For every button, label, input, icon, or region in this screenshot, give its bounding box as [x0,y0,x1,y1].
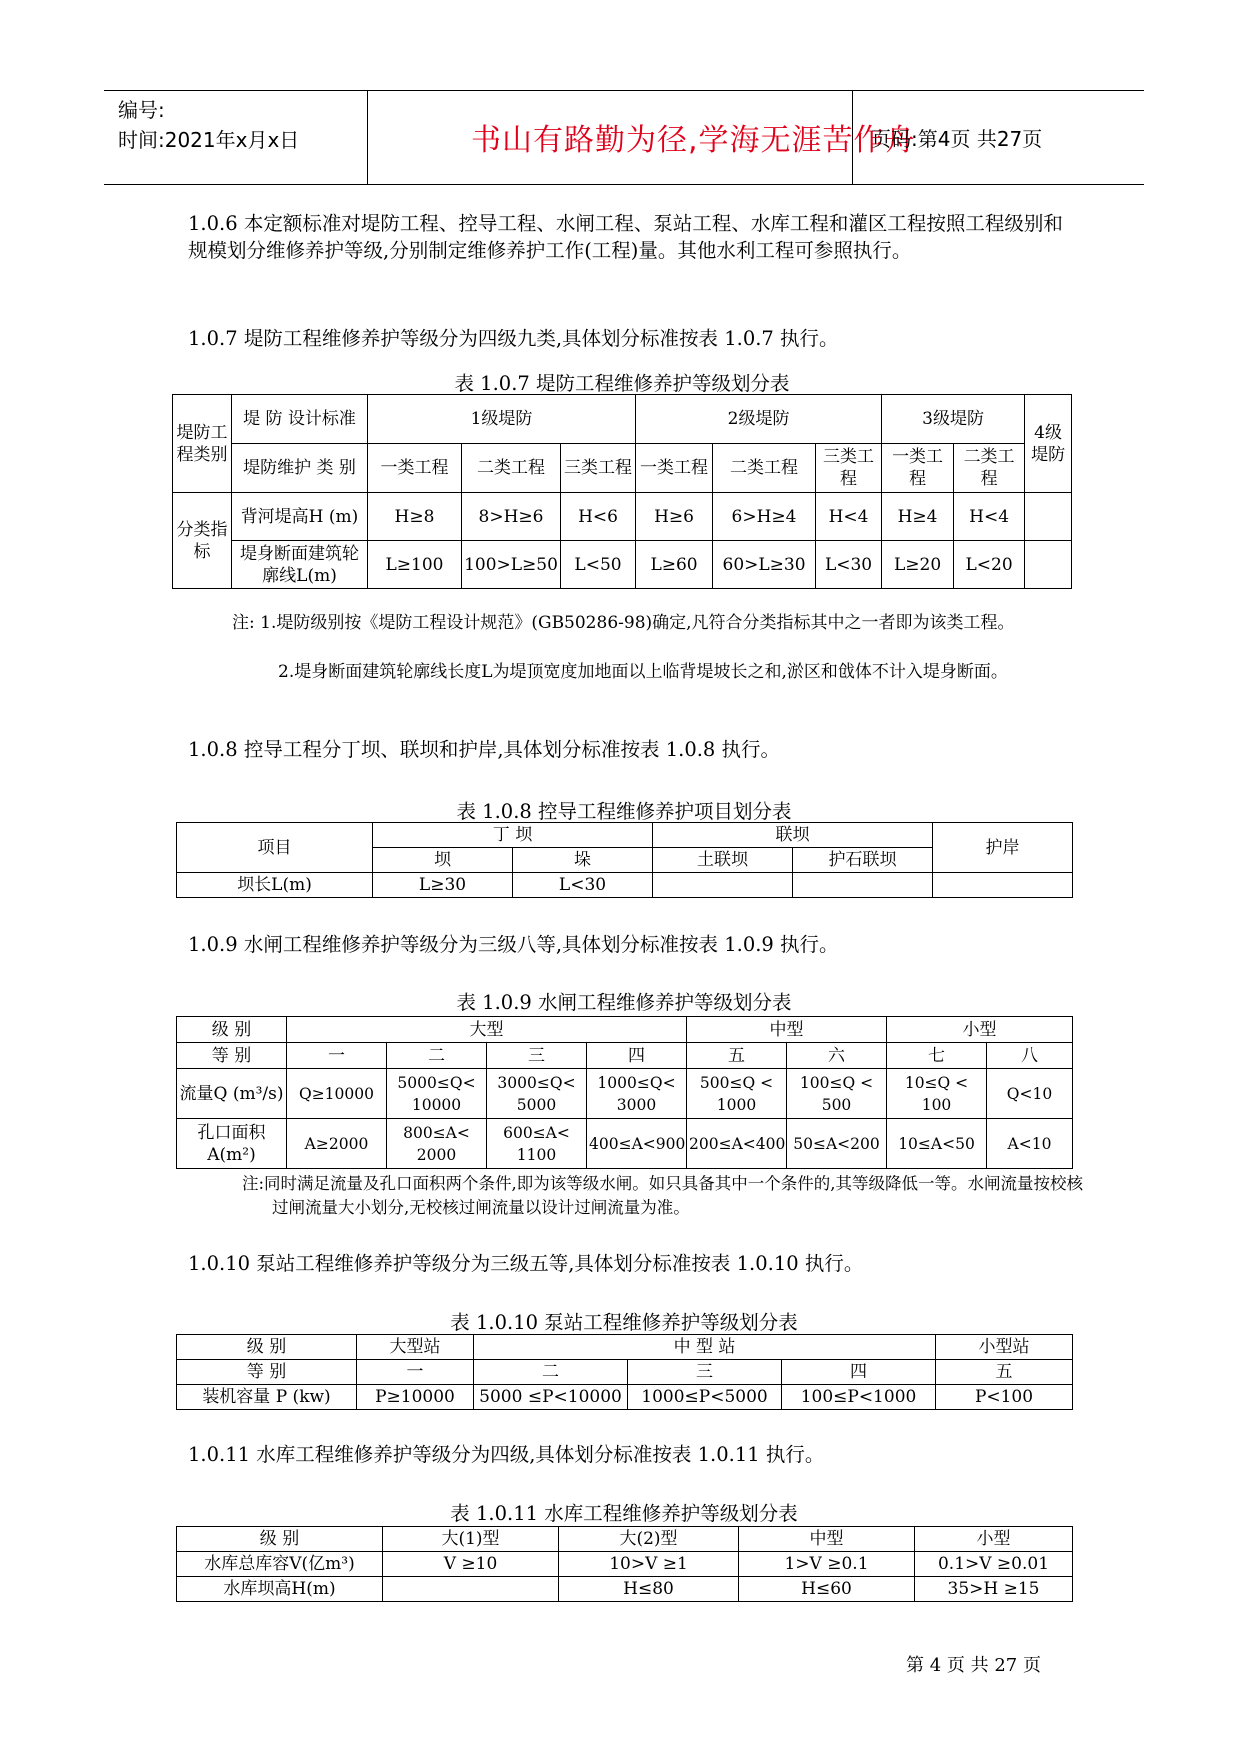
table-cell: L<50 [561,541,636,589]
cell-class: 一类工程 [368,444,462,493]
cell-big: 大型 [287,1017,687,1043]
table-cell: A≥2000 [287,1119,387,1169]
table-cell: 5000 ≤P<10000 [474,1385,628,1410]
cell-big: 大型站 [357,1335,474,1360]
table-cell: 0.1>V ≥0.01 [915,1552,1073,1577]
paragraph-1-0-10: 1.0.10 泵站工程维修养护等级分为三级五等,具体划分标准按表 1.0.10 执行。 [188,1252,864,1275]
header-divider [367,91,368,184]
page-footer: 第 4 页 共 27 页 [906,1655,1041,1676]
doc-time-label: 时间:2021年x月x日 [118,128,300,152]
row-label-length: 坝长L(m) [177,873,373,898]
row-label-volume: 水库总库容V(亿m³) [177,1552,383,1577]
table-cell: H<4 [816,493,882,541]
cell-duo: 垛 [513,848,653,873]
table-1-0-10 [176,1334,1073,1410]
cell-col: 中型 [739,1527,915,1552]
cell-dengbie: 等 别 [177,1360,357,1385]
table-1-0-7-caption: 表 1.0.7 堤防工程维修养护等级划分表 [454,372,790,395]
cell-ba: 坝 [373,848,513,873]
cell-grade: 七 [887,1043,987,1069]
cell-grade: 三 [628,1360,782,1385]
table-cell: L≥30 [373,873,513,898]
table-1-0-7 [172,394,1072,589]
paragraph-1-0-11: 1.0.11 水库工程维修养护等级分为四级,具体划分标准按表 1.0.11 执行。 [188,1443,825,1466]
cell-class: 二类工程 [954,444,1025,493]
paragraph-1-0-9: 1.0.9 水闸工程维修养护等级分为三级八等,具体划分标准按表 1.0.9 执行。 [188,933,839,956]
table-1-0-9-caption: 表 1.0.9 水闸工程维修养护等级划分表 [456,991,792,1014]
table-cell: 10>V ≥1 [559,1552,739,1577]
cell-index-header: 分类指标 [173,493,232,589]
cell-jibie: 级 别 [177,1335,357,1360]
table-1-0-7-note-1: 注: 1.堤防级别按《堤防工程设计规范》(GB50286-98)确定,凡符合分类指标其中之一者即为该类工程。 [232,613,1015,633]
table-cell: 200≤A<400 [687,1119,787,1169]
table-cell: 6>H≥4 [713,493,816,541]
table-cell [1025,493,1072,541]
row-label-height: 背河堤高H (m) [232,493,368,541]
table-cell: 8>H≥6 [462,493,561,541]
cell-dengbie: 等 别 [177,1043,287,1069]
cell-huan-header: 护岸 [933,823,1073,873]
table-cell: A<10 [987,1119,1073,1169]
cell-lianba-header: 联坝 [653,823,933,848]
table-1-0-9-note: 注:同时满足流量及孔口面积两个条件,即为该等级水闸。如只具备其中一个条件的,其等级降低一等。水闸流量按校核过闸流量大小划分,无校核过闸流量以设计过闸流量为准。 [242,1174,1084,1217]
table-cell: 1000≤P<5000 [628,1385,782,1410]
table-cell: 400≤A<900 [587,1119,687,1169]
cell-grade-2: 2级堤防 [636,395,882,444]
paragraph-1-0-8: 1.0.8 控导工程分丁坝、联坝和护岸,具体划分标准按表 1.0.8 执行。 [188,738,781,761]
cell-dingba-header: 丁 坝 [373,823,653,848]
table-cell: H≤80 [559,1577,739,1602]
table-cell: 100>L≥50 [462,541,561,589]
table-cell [933,873,1073,898]
header-motto: 书山有路勤为径,学海无涯苦作舟 [471,123,916,158]
table-cell [1025,541,1072,589]
table-1-0-9 [176,1016,1073,1169]
table-1-0-11 [176,1526,1073,1602]
row-label-flow: 流量Q (m³/s) [177,1069,287,1119]
table-cell: Q≥10000 [287,1069,387,1119]
table-cell: H≥8 [368,493,462,541]
cell-grade: 八 [987,1043,1073,1069]
header-meta [118,95,299,155]
table-cell: 3000≤Q< 5000 [487,1069,587,1119]
table-cell: H<4 [954,493,1025,541]
table-1-0-8 [176,822,1073,898]
cell-shi: 护石联坝 [793,848,933,873]
cell-class: 一类工程 [636,444,713,493]
cell-grade: 二 [474,1360,628,1385]
cell-grade-3: 3级堤防 [882,395,1025,444]
cell-grade-4: 4级堤防 [1025,395,1072,493]
cell-grade: 五 [687,1043,787,1069]
table-1-0-11-caption: 表 1.0.11 水库工程维修养护等级划分表 [450,1502,798,1525]
cell-small: 小型站 [936,1335,1073,1360]
table-cell: Q<10 [987,1069,1073,1119]
table-cell: L<30 [513,873,653,898]
cell-grade: 一 [357,1360,474,1385]
cell-jibie: 级 别 [177,1527,383,1552]
cell-class: 三类工程 [561,444,636,493]
cell-class: 一类工程 [882,444,954,493]
row-label-dam-height: 水库坝高H(m) [177,1577,383,1602]
row-label-capacity: 装机容量 P (kw) [177,1385,357,1410]
table-cell: L<20 [954,541,1025,589]
cell-maint-header: 堤防维护 类 别 [232,444,368,493]
table-cell: H≤60 [739,1577,915,1602]
table-cell: P<100 [936,1385,1073,1410]
table-cell: L≥100 [368,541,462,589]
table-cell [793,873,933,898]
table-cell: 600≤A< 1100 [487,1119,587,1169]
cell-type-header: 堤防工程类别 [173,395,232,493]
page-header [104,90,1144,185]
table-cell: H≥6 [636,493,713,541]
paragraph-1-0-7: 1.0.7 堤防工程维修养护等级分为四级九类,具体划分标准按表 1.0.7 执行。 [188,327,839,350]
cell-class: 三类工程 [816,444,882,493]
table-cell: L<30 [816,541,882,589]
table-1-0-10-caption: 表 1.0.10 泵站工程维修养护等级划分表 [450,1311,798,1334]
table-1-0-7-note-2: 2.堤身断面建筑轮廓线长度L为堤顶宽度加地面以上临背堤坡长之和,淤区和戗体不计入堤身断面。 [278,662,1008,682]
cell-class: 二类工程 [462,444,561,493]
cell-grade: 四 [587,1043,687,1069]
cell-item-header: 项目 [177,823,373,873]
table-cell: 1>V ≥0.1 [739,1552,915,1577]
table-cell: 100≤P<1000 [782,1385,936,1410]
table-cell: 10≤Q < 100 [887,1069,987,1119]
cell-grade: 五 [936,1360,1073,1385]
table-cell: H<6 [561,493,636,541]
cell-grade: 一 [287,1043,387,1069]
cell-grade: 六 [787,1043,887,1069]
cell-col: 大(2)型 [559,1527,739,1552]
row-label-area: 孔口面积 A(m²) [177,1119,287,1169]
paragraph-1-0-6: 1.0.6 本定额标准对堤防工程、控导工程、水闸工程、泵站工程、水库工程和灌区工程按照工程级别和规模划分维修养护等级,分别制定维修养护工作(工程)量。其他水利工程可参照执行。 [188,212,1063,262]
table-cell: 100≤Q < 500 [787,1069,887,1119]
table-cell: L≥20 [882,541,954,589]
cell-std-header: 堤 防 设计标准 [232,395,368,444]
row-label-profile: 堤身断面建筑轮廓线L(m) [232,541,368,589]
cell-grade-1: 1级堤防 [368,395,636,444]
table-cell: L≥60 [636,541,713,589]
table-cell: H≥4 [882,493,954,541]
cell-col: 小型 [915,1527,1073,1552]
header-page-label: 页码:第4页 共27页 [871,127,1043,151]
cell-col: 大(1)型 [383,1527,559,1552]
cell-class: 二类工程 [713,444,816,493]
table-cell: 50≤A<200 [787,1119,887,1169]
table-cell: 1000≤Q< 3000 [587,1069,687,1119]
table-cell [383,1577,559,1602]
cell-grade: 二 [387,1043,487,1069]
table-1-0-8-caption: 表 1.0.8 控导工程维修养护项目划分表 [456,800,792,823]
header-divider [852,91,853,184]
cell-grade: 四 [782,1360,936,1385]
cell-jibie: 级 别 [177,1017,287,1043]
table-cell: 10≤A<50 [887,1119,987,1169]
table-cell: 35>H ≥15 [915,1577,1073,1602]
table-cell: P≥10000 [357,1385,474,1410]
cell-tu: 土联坝 [653,848,793,873]
table-cell: 800≤A< 2000 [387,1119,487,1169]
table-cell: V ≥10 [383,1552,559,1577]
cell-mid: 中 型 站 [474,1335,936,1360]
table-cell [653,873,793,898]
doc-number-label: 编号: [118,98,165,122]
table-cell: 500≤Q < 1000 [687,1069,787,1119]
table-cell: 60>L≥30 [713,541,816,589]
table-cell: 5000≤Q< 10000 [387,1069,487,1119]
cell-small: 小型 [887,1017,1073,1043]
cell-mid: 中型 [687,1017,887,1043]
cell-grade: 三 [487,1043,587,1069]
